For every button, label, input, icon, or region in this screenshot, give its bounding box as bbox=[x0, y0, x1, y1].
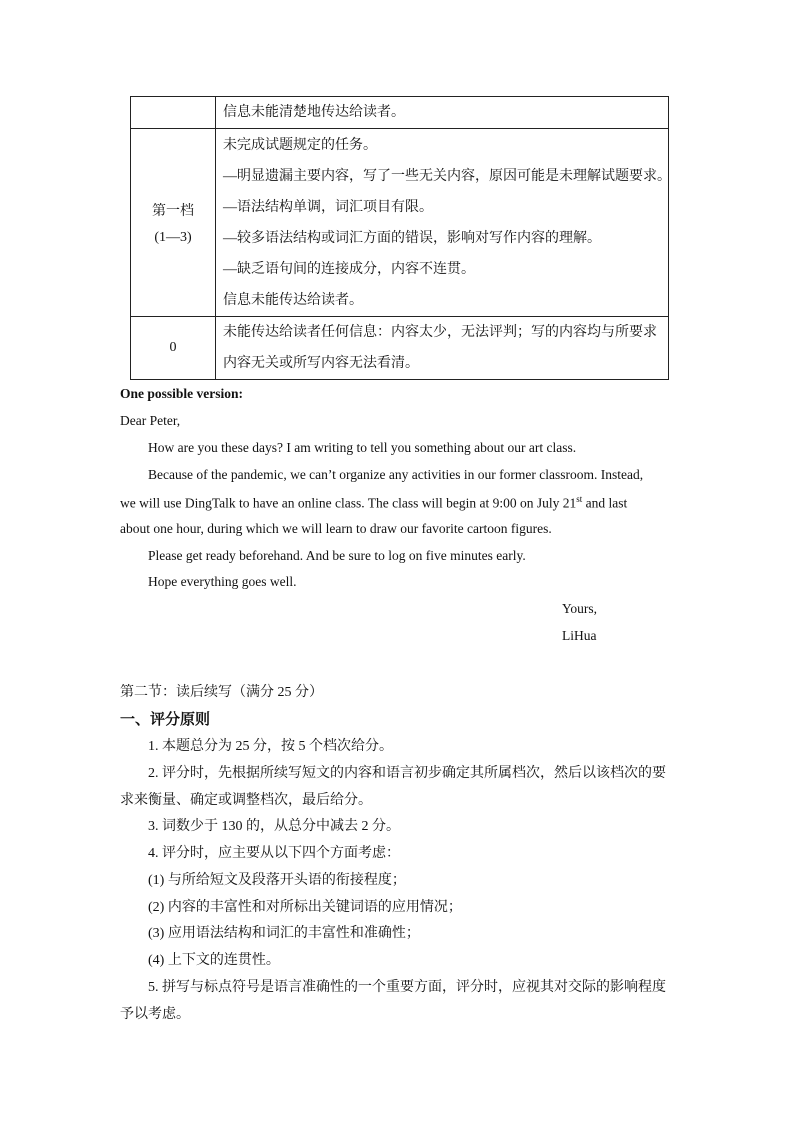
level-range: (1—3) bbox=[154, 229, 192, 245]
level-label: 第一档 bbox=[152, 203, 194, 219]
level-cell bbox=[131, 129, 216, 317]
description-line: —较多语法结构或词汇方面的错误，影响对写作内容的理解。 bbox=[223, 230, 601, 246]
description-cell bbox=[216, 129, 669, 317]
ordinal-suffix: st bbox=[576, 494, 583, 504]
rule-subitem: (2) 内容的丰富性和对所标出关键词语的应用情况； bbox=[148, 900, 462, 915]
rule-item: 2. 评分时，先根据所续写短文的内容和语言初步确定其所属档次，然后以该档次的要 bbox=[148, 766, 666, 781]
level-cell: 0 bbox=[131, 317, 216, 380]
description-line: 信息未能清楚地传达给读者。 bbox=[223, 105, 405, 120]
description-line: 信息未能传达给读者。 bbox=[223, 292, 363, 308]
table-row bbox=[131, 97, 669, 129]
rule-item: 予以考虑。 bbox=[120, 1007, 190, 1022]
description-cell bbox=[216, 97, 669, 129]
letter-text: we will use DingTalk to have an online class. The class will begin at 9:00 on July 21 bbox=[120, 495, 577, 511]
description-line: 内容无关或所写内容无法看清。 bbox=[223, 356, 419, 371]
description-line: 未能传达给读者任何信息：内容太少，无法评判；写的内容均与所要求 bbox=[223, 325, 657, 340]
letter-paragraph: Because of the pandemic, we can’t organize any activities in our former classroom. Instead, bbox=[148, 467, 644, 482]
letter-greeting: Dear Peter, bbox=[120, 413, 181, 428]
letter-paragraph: Please get ready beforehand. And be sure to log on five minutes early. bbox=[148, 548, 526, 563]
table-row bbox=[131, 317, 669, 380]
rule-subitem: (3) 应用语法结构和词汇的丰富性和准确性； bbox=[148, 926, 420, 941]
rule-item: 3. 词数少于 130 的，从总分中减去 2 分。 bbox=[148, 819, 400, 834]
level-cell bbox=[131, 97, 216, 129]
letter-text: and last bbox=[582, 495, 628, 511]
rule-subitem: (1) 与所给短文及段落开头语的衔接程度； bbox=[148, 873, 406, 888]
section-title: 第二节：读后续写（满分 25 分） bbox=[120, 685, 323, 700]
table-row bbox=[131, 129, 669, 317]
rule-subitem: (4) 上下文的连贯性。 bbox=[148, 953, 280, 968]
rule-item: 1. 本题总分为 25 分，按 5 个档次给分。 bbox=[148, 739, 393, 754]
description-cell bbox=[216, 317, 669, 380]
letter-paragraph: Hope everything goes well. bbox=[148, 574, 297, 589]
rule-item: 求来衡量、确定或调整档次，最后给分。 bbox=[120, 793, 372, 808]
sample-heading: One possible version: bbox=[120, 386, 244, 401]
description-line: —语法结构单调，词汇项目有限。 bbox=[223, 199, 433, 215]
description-line: —缺乏语句间的连接成分，内容不连贯。 bbox=[223, 261, 475, 277]
description-line: —明显遗漏主要内容，写了一些无关内容，原因可能是未理解试题要求。 bbox=[223, 168, 671, 184]
letter-paragraph: How are you these days? I am writing to tell you something about our art class. bbox=[148, 440, 577, 455]
rule-item: 4. 评分时，应主要从以下四个方面考虑： bbox=[148, 846, 400, 861]
description-line: 未完成试题规定的任务。 bbox=[223, 137, 377, 153]
grading-table bbox=[130, 96, 669, 380]
section-heading: 一、评分原则 bbox=[120, 712, 211, 728]
letter-paragraph: about one hour, during which we will learn to draw our favorite cartoon figures. bbox=[120, 521, 552, 536]
rule-item: 5. 拼写与标点符号是语言准确性的一个重要方面，评分时，应视其对交际的影响程度 bbox=[148, 980, 666, 995]
letter-signature: LiHua bbox=[562, 628, 597, 643]
letter-paragraph bbox=[120, 494, 627, 512]
letter-closing: Yours, bbox=[562, 601, 598, 616]
